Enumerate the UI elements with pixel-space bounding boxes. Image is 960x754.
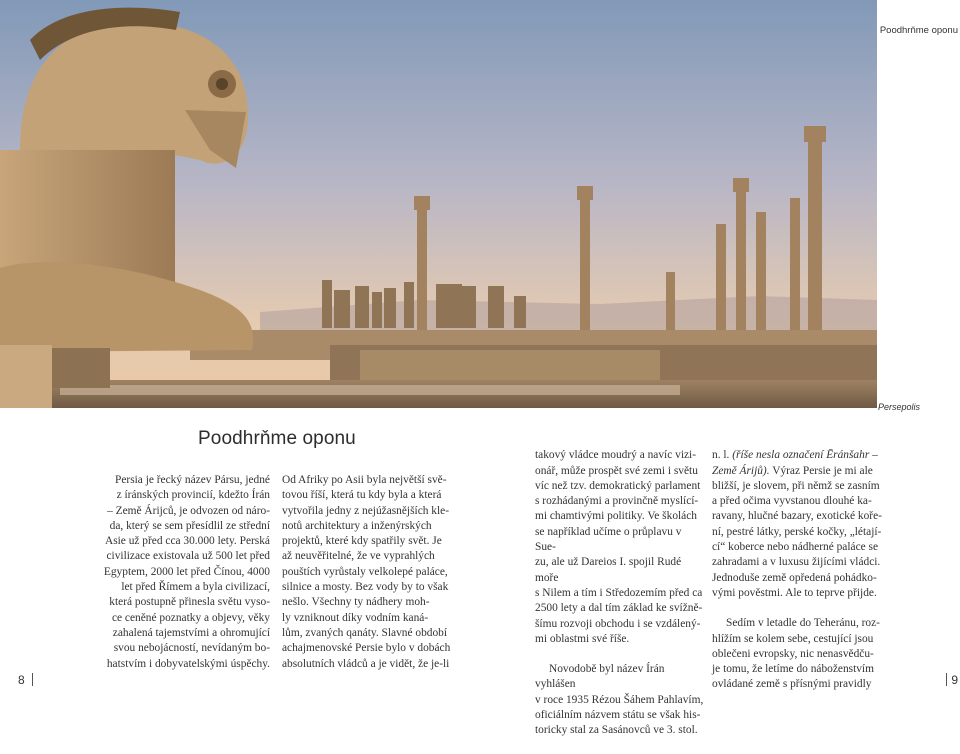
text-column-4 (712, 433, 882, 708)
text-column-3-para-1: takový vládce moudrý a navíc vizi- onář, může prospět své zemi i světu víc než tzv. demokratický parlament s rozhádanými a provinčně myslící- mi chamtivými politiky. Ve školách se například učíme o průplavu v Sue- zu, ale už Dareios I. spojil Rudé moře s Nilem a tím i Středozemím před ca 2500 lety a dal tím základ ke svížně- šímu rozvoji obchodu i se vzdálený- mi oblastmi své říše. (535, 449, 703, 645)
text-column-2: Od Afriky po Asii byla největší svě- tovou říší, která tu kdy byla a která vytvořila jedny z nejúžasnějších kle- notů architektury a inženýrských projektů, které kdy spatřily svět. Je až neuvěřitelné, že ve vyprahlých pouštích vyrůstaly velkolepé paláce, silnice a mosty. Bez vody by to však nešlo. Všechny ty nádhery moh- ly vzniknout díky vodním kaná- lům, zvaných qanáty. Slavné období achajmenovské Persie bylo v dobách absolutních vládců a je vidět, že je-li (282, 474, 451, 670)
text-column-4-para-2: Sedím v letadle do Teheránu, roz- hlížím se kolem sebe, cestující jsou oblečeni evropsky, nic nenasvědču- je tomu, že letíme do náboženstvím ovládané země s přísnými pravidly (712, 617, 880, 691)
text-column-1: Persia je řecký název Pársu, jedné z íránských provincií, kdežto Írán – Země Árijců, je odvozen od náro- da, který se sem přesídlil ze střední Asie už před cca 30.000 lety. Perská civilizace existovala už 500 let před Egyptem, 2000 let před Čínou, 4000 let před Římem a byla civilizací, která postupně přinesla světu vyso- ce ceněné poznatky a objevy, věky zahalená tajemstvími a ohromující svou nebojácností, nevídaným bo- hatstvím i dobyvatelskými úspěchy. (103, 474, 270, 670)
page-number-right-rule (946, 673, 947, 686)
text-column-4-italic: (říše nesla označení Ēránšahr – Země Árijů). (712, 449, 878, 477)
photo-caption: Persepolis (877, 402, 920, 412)
persepolis-photo-icon (0, 0, 877, 408)
page-number-left: 8 (18, 673, 25, 687)
running-head: Poodhrňme oponu (879, 25, 958, 36)
text-column-4-para-1-b: Výraz Persie je mi ale bližší, je slovem, při němž se zasním a před očima vyvstanou dlouhé ka- ravany, hlučné bazary, exotické koře- ní, pestré látky, perské kočky, „létají- cí“ koberce nebo nádherné paláce se zahradami a v luxusu žijícími vládci. Jednoduše země opředená pohádko- vými pověstmi. Ale to teprve přijde. (712, 464, 882, 599)
page-number-right: 9 (951, 673, 958, 687)
page-number-left-rule (32, 673, 33, 686)
text-column-3 (535, 433, 705, 754)
persepolis-photo (0, 0, 877, 408)
text-column-4-para-1-a: n. l. (712, 449, 733, 462)
text-column-3-para-2: Novodobě byl název Írán vyhlášen v roce 1935 Rézou Šáhem Pahlavím, oficiálním názvem státu se však his- toricky stal za Sasánovců ve 3. stol. (535, 663, 704, 737)
chapter-title: Poodhrňme oponu (198, 428, 356, 449)
